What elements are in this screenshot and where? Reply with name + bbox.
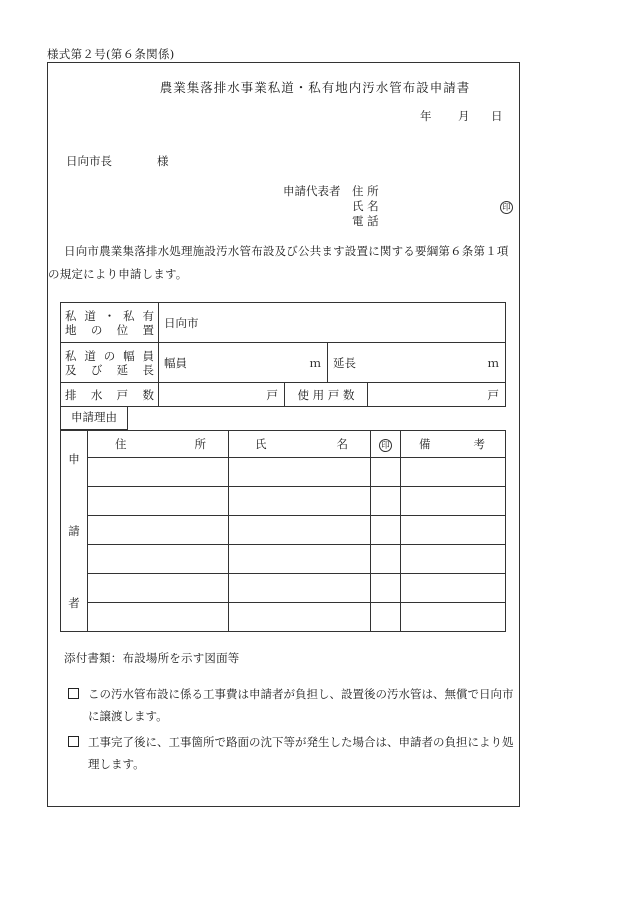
width-length-label-cell: 私 道 の 幅 員 及 び 延 長 — [61, 343, 159, 383]
applicant-seal-cell[interactable] — [371, 603, 401, 632]
header-seal — [371, 431, 401, 458]
applicant-name-cell[interactable] — [229, 487, 371, 516]
applicant-address-cell[interactable] — [88, 545, 229, 574]
location-value: 日向市 — [164, 315, 199, 330]
form-number-label: 様式第２号(第６条関係) — [47, 47, 175, 61]
width-label: 幅員 — [164, 355, 187, 370]
applicant-address-label: 住 所 — [352, 184, 379, 198]
applicant-seal-cell[interactable] — [371, 545, 401, 574]
applicant-representative-label: 申請代表者 — [283, 184, 341, 198]
applicant-name-label: 氏 名 — [352, 199, 379, 213]
applicant-seal-cell[interactable] — [371, 574, 401, 603]
applicant-name-cell[interactable] — [229, 603, 371, 632]
width-unit: ｍ — [309, 355, 321, 370]
applicant-remarks-cell[interactable] — [401, 458, 506, 487]
applicant-address-cell[interactable] — [88, 458, 229, 487]
applicant-name-cell[interactable] — [229, 458, 371, 487]
applicant-remarks-cell[interactable] — [401, 516, 506, 545]
width-field[interactable] — [159, 343, 328, 383]
honorific: 様 — [157, 154, 169, 168]
consent-checkbox-2[interactable] — [68, 736, 79, 747]
intro-line-2: の規定により申請します。 — [48, 267, 188, 281]
applicant-name-cell[interactable] — [229, 574, 371, 603]
households-label-cell: 排 水 戸 数 — [61, 383, 159, 407]
consent-checkbox-1[interactable] — [68, 688, 79, 699]
applicant-seal-cell[interactable] — [371, 516, 401, 545]
location-value-cell[interactable] — [159, 303, 506, 343]
applicant-seal-cell[interactable] — [371, 458, 401, 487]
applicant-seal-cell[interactable] — [371, 487, 401, 516]
households-field[interactable]: 戸 — [159, 383, 285, 407]
applicant-remarks-cell[interactable] — [401, 545, 506, 574]
usage-field[interactable]: 戸 — [368, 383, 506, 407]
applicant-remarks-cell[interactable] — [401, 574, 506, 603]
date-day: 日 — [491, 109, 503, 123]
applicant-remarks-cell[interactable] — [401, 603, 506, 632]
date-year: 年 — [420, 109, 432, 123]
applicant-address-cell[interactable] — [88, 574, 229, 603]
applicants-side-label: 申 請 者 — [61, 431, 88, 632]
applicant-remarks-cell[interactable] — [401, 487, 506, 516]
addressee: 日向市長 — [66, 154, 112, 168]
reason-label: 申請理由 — [60, 406, 128, 430]
form-title: 農業集落排水事業私道・私有地内汚水管布設申請書 — [159, 80, 471, 95]
applicant-name-cell[interactable] — [229, 545, 371, 574]
site-info-table — [60, 302, 506, 407]
consent-note-2: 工事完了後に、工事箇所で路面の沈下等が発生した場合は、申請者の負担により処理します。 — [88, 735, 514, 771]
applicant-address-cell[interactable] — [88, 487, 229, 516]
header-remarks: 備 考 — [401, 431, 506, 458]
date-month: 月 — [458, 109, 470, 123]
attachments-note: 添付書類：布設場所を示す図面等 — [64, 651, 240, 665]
header-address: 住 所 — [88, 431, 229, 458]
applicant-name-cell[interactable] — [229, 516, 371, 545]
applicant-address-cell[interactable] — [88, 516, 229, 545]
consent-note-1: この汚水管布設に係る工事費は申請者が負担し、設置後の汚水管は、無償で日向市に譲渡します。 — [88, 687, 514, 723]
length-label: 延長 — [333, 355, 356, 370]
length-unit: ｍ — [487, 355, 499, 370]
usage-label-cell: 使 用 戸 数 — [285, 383, 368, 407]
header-name: 氏 名 — [229, 431, 371, 458]
seal-icon: 印 — [500, 201, 513, 214]
length-field[interactable] — [328, 343, 506, 383]
applicants-table — [60, 430, 506, 632]
applicant-phone-label: 電 話 — [352, 214, 379, 228]
location-label-cell: 私 道 ・ 私 有 地 の 位 置 — [61, 303, 159, 343]
seal-icon: 印 — [379, 439, 392, 452]
applicant-address-cell[interactable] — [88, 603, 229, 632]
intro-line-1: 日向市農業集落排水処理施設汚水管布設及び公共ます設置に関する要綱第６条第１項 — [64, 244, 509, 258]
